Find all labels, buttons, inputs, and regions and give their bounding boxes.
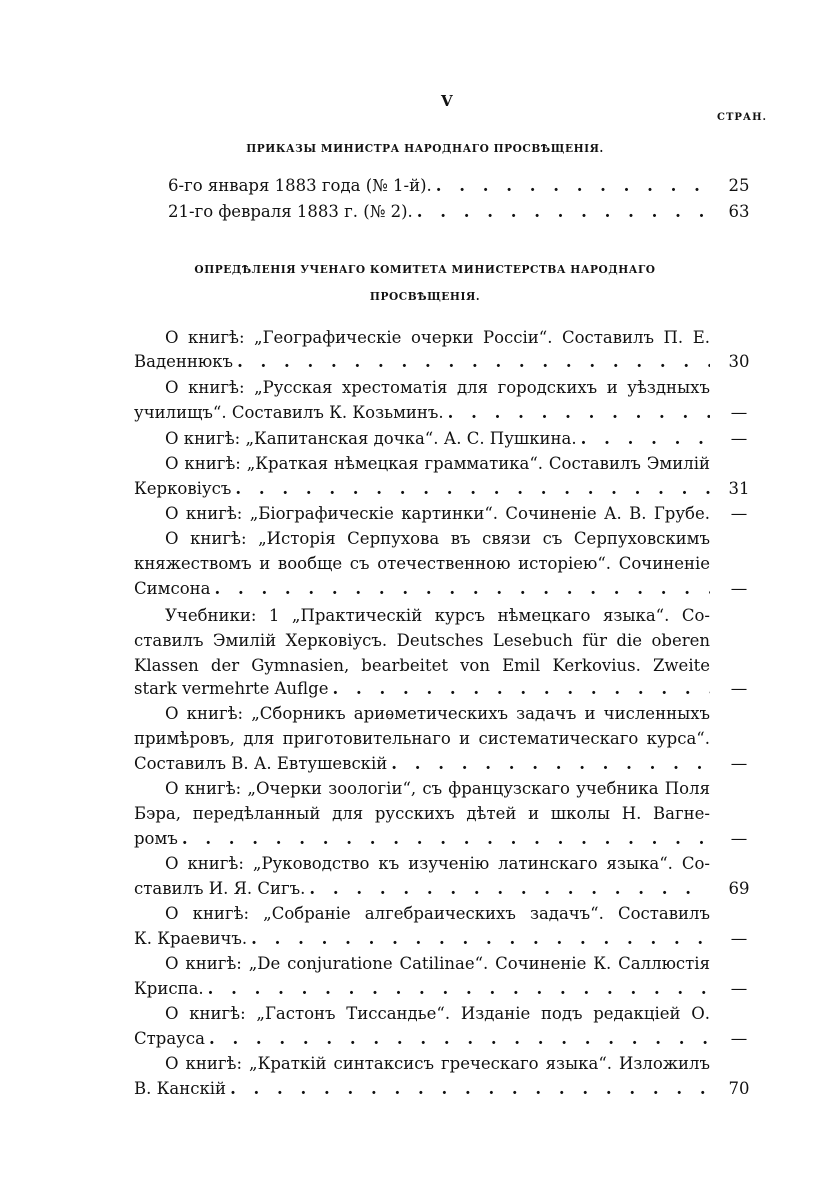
toc-page-ref: 31 [728, 479, 750, 498]
toc-entry-line [165, 527, 710, 551]
leader-dots [214, 577, 710, 601]
toc-entry-text: училищъ“. Составилъ К. Козьминъ. [134, 403, 444, 422]
toc-entry-text: О книгѣ: „Краткій синтаксисъ греческаго языка“. Изложилъ [165, 1054, 710, 1073]
toc-entry-text: О книгѣ: „Сборникъ ариѳметическихъ задачъ и численныхъ [165, 704, 710, 723]
toc-entry-line [134, 629, 710, 653]
section-heading-committee-cont: ПРОСВѢЩЕНІЯ. [369, 289, 481, 303]
toc-entry-text: О книгѣ: „Собраніе алгебраическихъ задачъ“. Составилъ [165, 904, 710, 923]
leader-dots [251, 927, 710, 951]
toc-entry-line [134, 802, 710, 826]
toc-entry-line [165, 952, 710, 976]
toc-entry-text: Страуса [134, 1029, 205, 1048]
toc-entry-text: княжествомъ и вообще съ отечественною исторіею“. Сочиненіе [134, 554, 710, 573]
toc-entry-text: Klassen der Gymnasien, bearbeitet von Emil Kerkovius. Zweite [134, 656, 710, 675]
toc-page-ref: — [730, 403, 748, 422]
leader-dots [332, 677, 710, 701]
toc-page-ref: — [730, 929, 748, 948]
page-number: V [441, 92, 453, 110]
toc-entry-line [165, 452, 710, 476]
toc-entry-text: О книгѣ: „Руководство къ изученію латинскаго языка“. Со- [165, 854, 710, 873]
toc-entry-text: ставилъ Эмилій Херковіусъ. Deutsches Lesebuch für die oberen [134, 631, 710, 650]
toc-entry-text: Керковіусъ [134, 479, 232, 498]
leader-dots [235, 477, 710, 501]
toc-entry-text: 6-го января 1883 года (№ 1-й). [168, 176, 432, 195]
section-heading-orders: ПРИКАЗЫ МИНИСТРА НАРОДНАГО ПРОСВѢЩЕНІЯ. [246, 141, 604, 155]
toc-entry-line [134, 477, 710, 501]
toc-page-ref: — [730, 679, 748, 698]
toc-entry-text: О книгѣ: „Очерки зоологіи“, съ французскаго учебника Поля [165, 779, 710, 798]
toc-entry-line [134, 401, 710, 425]
leader-dots [448, 401, 710, 425]
toc-entry-text: О книгѣ: „Біографическіе картинки“. Сочиненіе А. В. Грубе. [165, 504, 710, 523]
toc-entry-line [134, 827, 710, 851]
leader-dots [581, 427, 710, 451]
toc-entry-line [165, 502, 710, 526]
toc-entry-line [134, 350, 710, 374]
toc-entry-line [165, 326, 710, 350]
leader-dots [182, 827, 710, 851]
toc-page-ref: — [730, 579, 748, 598]
toc-entry-line [134, 727, 710, 751]
toc-entry-text: Учебники: 1 „Практическій курсъ нѣмецкаго языка“. Со- [165, 606, 710, 625]
toc-entry-text: О книгѣ: „De conjuratione Catilinae“. Сочиненіе К. Саллюстія [165, 954, 710, 973]
toc-entry-text: ставилъ И. Я. Сигъ. [134, 879, 306, 898]
toc-entry-line [168, 174, 710, 198]
toc-entry-text: Составилъ В. А. Евтушевскій [134, 754, 388, 773]
toc-entry-text: ромъ [134, 829, 178, 848]
toc-entry-text: Бэра, передѣланный для русскихъ дѣтей и школы Н. Вагне- [134, 804, 710, 823]
toc-entry-line [134, 1077, 710, 1101]
leader-dots [436, 174, 710, 198]
toc-entry-text: О книгѣ: „Русская хрестоматія для городскихъ и уѣздныхъ [165, 378, 710, 397]
toc-entry-line [134, 654, 710, 678]
leader-dots [209, 1027, 710, 1051]
toc-entry-line [165, 376, 710, 400]
toc-entry-line [165, 604, 710, 628]
toc-entry-text: К. Краевичъ. [134, 929, 248, 948]
toc-page-ref: — [730, 429, 748, 448]
toc-page-ref: 69 [728, 879, 750, 898]
toc-entry-line [134, 1027, 710, 1051]
toc-entry-line [134, 577, 710, 601]
toc-page-ref: — [730, 754, 748, 773]
section-heading-committee: ОПРЕДѢЛЕНІЯ УЧЕНАГО КОМИТЕТА МИНИСТЕРСТВА НАРОДНАГО [194, 262, 656, 276]
toc-entry-text: 21-го февраля 1883 г. (№ 2). [168, 202, 413, 221]
toc-entry-line [165, 777, 710, 801]
toc-entry-line [165, 902, 710, 926]
toc-entry-line [165, 1002, 710, 1026]
leader-dots [391, 752, 710, 776]
toc-entry-text: О книгѣ: „Гастонъ Тиссандье“. Изданіе подъ редакціей О. [165, 1004, 710, 1023]
toc-entry-line [134, 927, 710, 951]
toc-entry-line [134, 552, 710, 576]
leader-dots [309, 877, 710, 901]
toc-page-ref: 30 [728, 352, 750, 371]
toc-entry-line [134, 677, 710, 701]
toc-entry-text: stark vermehrte Auflge [134, 679, 329, 698]
toc-page-ref: 70 [728, 1079, 750, 1098]
toc-entry-text: О книгѣ: „Географическіе очерки Россіи“. Составилъ П. Е. [165, 328, 710, 347]
toc-entry-line [165, 702, 710, 726]
toc-entry-line [168, 200, 710, 224]
page-column-header: СТРАН. [717, 112, 767, 123]
toc-entry-text: О книгѣ: „Капитанская дочка“. А. С. Пушкина. [165, 429, 577, 448]
toc-page-ref: — [730, 829, 748, 848]
toc-entry-line [165, 852, 710, 876]
toc-entry-text: Симсона [134, 579, 211, 598]
toc-entry-text: примѣровъ, для приготовительнаго и систематическаго курса“. [134, 729, 710, 748]
toc-page-ref: — [730, 979, 748, 998]
toc-entry-line [134, 977, 710, 1001]
leader-dots [230, 1077, 710, 1101]
leader-dots [208, 977, 710, 1001]
toc-entry-line [134, 752, 710, 776]
toc-entry-line [165, 1052, 710, 1076]
toc-entry-line [134, 877, 710, 901]
toc-page-ref: 63 [728, 202, 750, 221]
toc-entry-text: О книгѣ: „Исторія Серпухова въ связи съ Серпуховскимъ [165, 529, 710, 548]
leader-dots [237, 350, 710, 374]
toc-page-ref: — [730, 1029, 748, 1048]
toc-page-ref: 25 [728, 176, 750, 195]
toc-entry-text: Ваденнюкъ [134, 352, 234, 371]
toc-entry-line [165, 427, 710, 451]
toc-entry-text: В. Канскій [134, 1079, 227, 1098]
toc-entry-text: О книгѣ: „Краткая нѣмецкая грамматика“. Составилъ Эмилій [165, 454, 710, 473]
leader-dots [417, 200, 710, 224]
toc-entry-text: Криспа. [134, 979, 204, 998]
toc-page-ref: — [730, 504, 748, 523]
